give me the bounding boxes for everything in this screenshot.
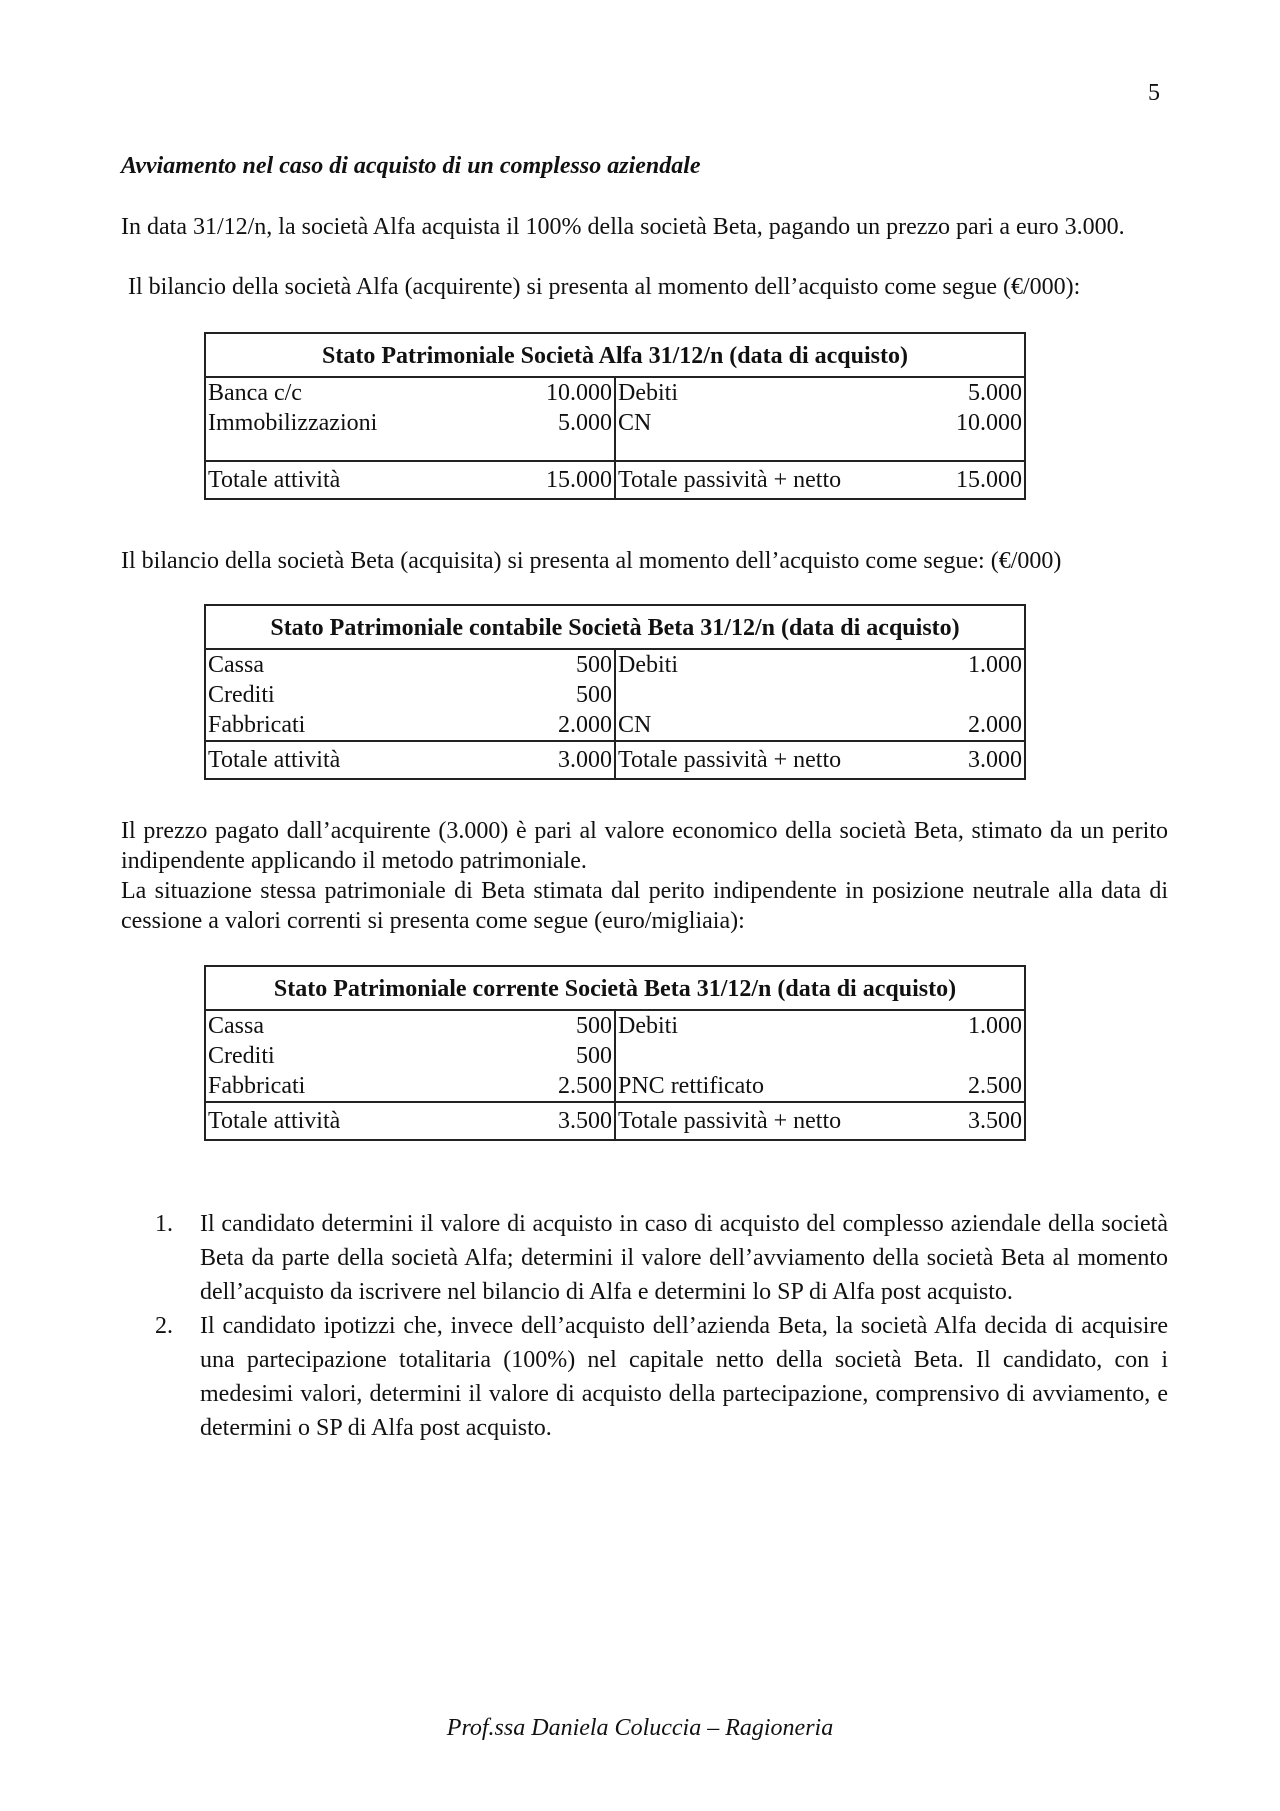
- asset-value: 10.000: [447, 378, 616, 408]
- asset-value: 2.500: [447, 1071, 616, 1101]
- asset-label: Cassa: [208, 1013, 264, 1039]
- liability-label: CN: [618, 410, 652, 436]
- total-liabilities-value: 3.500: [968, 1108, 1022, 1134]
- total-liabilities-label: Totale passività + netto: [618, 747, 842, 773]
- liability-value: 2.000: [968, 712, 1022, 738]
- section-title: Avviamento nel caso di acquisto di un complesso aziendale: [121, 153, 701, 179]
- liability-label: PNC rettificato: [618, 1073, 764, 1099]
- liability-value: 10.000: [956, 410, 1022, 436]
- table-total-row: [206, 460, 1024, 498]
- balance-sheet-beta-corrente: [204, 965, 1026, 1141]
- list-text: Il candidato ipotizzi che, invece dell’acquisto dell’azienda Beta, la società Alfa decida di acquisire una partecipazione totalitaria (100%) nel capitale netto della società Beta. Il candidato, con i medesimi valori, determini il valore di acquisto della partecipazione, comprensivo di avviamento, e determini o SP di Alfa post acquisto.: [200, 1313, 1168, 1441]
- total-assets-label: Totale attività: [208, 1108, 341, 1134]
- balance-sheet-beta-contabile: [204, 604, 1026, 780]
- asset-value: 500: [447, 1011, 616, 1041]
- liability-value: 5.000: [968, 380, 1022, 406]
- liability-value: 1.000: [968, 652, 1022, 678]
- liability-label: [616, 680, 867, 710]
- asset-label: Crediti: [208, 682, 275, 708]
- table-row: [206, 1011, 1024, 1041]
- beta-intro-paragraph: Il bilancio della società Beta (acquisita) si presenta al momento dell’acquisto come segue: (€/000): [121, 548, 1062, 574]
- list-number: 1.: [155, 1211, 173, 1237]
- asset-value: 500: [447, 680, 616, 710]
- list-text: Il candidato determini il valore di acquisto in caso di acquisto del complesso aziendale della società Beta da parte della società Alfa; determini il valore dell’avviamento della società Beta al momento dell’acquisto da iscrivere nel bilancio di Alfa e determini lo SP di Alfa post acquisto.: [200, 1211, 1168, 1305]
- situazione-paragraph: La situazione stessa patrimoniale di Beta stimata dal perito indipendente in posizione neutrale alla data di cessione a valori correnti si presenta come segue (euro/migliaia):: [121, 878, 1168, 934]
- liability-label: CN: [618, 712, 652, 738]
- total-assets-label: Totale attività: [208, 747, 341, 773]
- alfa-intro-paragraph: Il bilancio della società Alfa (acquirente) si presenta al momento dell’acquisto come segue (€/000):: [128, 274, 1081, 300]
- table-row: [206, 710, 1024, 740]
- balance-sheet-alfa: [204, 332, 1026, 500]
- table-row: [206, 1041, 1024, 1071]
- asset-label: Banca c/c: [208, 380, 302, 406]
- liability-label: Debiti: [618, 1013, 678, 1039]
- table-spacer-row: [206, 438, 1024, 460]
- asset-label: Fabbricati: [208, 1073, 306, 1099]
- total-liabilities-value: 15.000: [956, 467, 1022, 493]
- table-title: Stato Patrimoniale Società Alfa 31/12/n (data di acquisto): [206, 334, 1024, 378]
- list-item: [155, 1309, 1168, 1445]
- total-assets-value: 15.000: [447, 462, 616, 498]
- asset-value: 500: [447, 1041, 616, 1071]
- asset-label: Cassa: [208, 652, 264, 678]
- table-row: [206, 378, 1024, 408]
- liability-value: 1.000: [968, 1013, 1022, 1039]
- asset-label: Immobilizzazioni: [208, 410, 378, 436]
- table-total-row: [206, 740, 1024, 778]
- total-assets-label: Totale attività: [208, 467, 341, 493]
- asset-value: 500: [447, 650, 616, 680]
- liability-label: Debiti: [618, 652, 678, 678]
- page-footer: Prof.ssa Daniela Coluccia – Ragioneria: [446, 1715, 834, 1741]
- questions-list: [155, 1207, 1168, 1445]
- asset-value: 2.000: [447, 710, 616, 740]
- table-row: [206, 650, 1024, 680]
- table-title: Stato Patrimoniale contabile Società Beta 31/12/n (data di acquisto): [206, 606, 1024, 650]
- list-item: [155, 1207, 1168, 1309]
- total-liabilities-label: Totale passività + netto: [618, 467, 842, 493]
- total-liabilities-label: Totale passività + netto: [618, 1108, 842, 1134]
- table-title: Stato Patrimoniale corrente Società Beta 31/12/n (data di acquisto): [206, 967, 1024, 1011]
- total-liabilities-value: 3.000: [968, 747, 1022, 773]
- intro-paragraph: In data 31/12/n, la società Alfa acquista il 100% della società Beta, pagando un prezzo pari a euro 3.000.: [121, 214, 1125, 240]
- list-number: 2.: [155, 1313, 173, 1339]
- table-row: [206, 680, 1024, 710]
- prezzo-paragraph: Il prezzo pagato dall’acquirente (3.000) è pari al valore economico della società Beta, stimato da un perito indipendente applicando il metodo patrimoniale.: [121, 818, 1168, 874]
- table-row: [206, 1071, 1024, 1101]
- asset-label: Crediti: [208, 1043, 275, 1069]
- asset-value: 5.000: [447, 408, 616, 438]
- total-assets-value: 3.500: [447, 1103, 616, 1139]
- total-assets-value: 3.000: [447, 742, 616, 778]
- page-number: 5: [1148, 80, 1160, 106]
- liability-value: 2.500: [968, 1073, 1022, 1099]
- table-total-row: [206, 1101, 1024, 1139]
- asset-label: Fabbricati: [208, 712, 306, 738]
- liability-value: [867, 680, 1024, 710]
- table-row: [206, 408, 1024, 438]
- liability-value: [867, 1041, 1024, 1071]
- liability-label: Debiti: [618, 380, 678, 406]
- liability-label: [616, 1041, 867, 1071]
